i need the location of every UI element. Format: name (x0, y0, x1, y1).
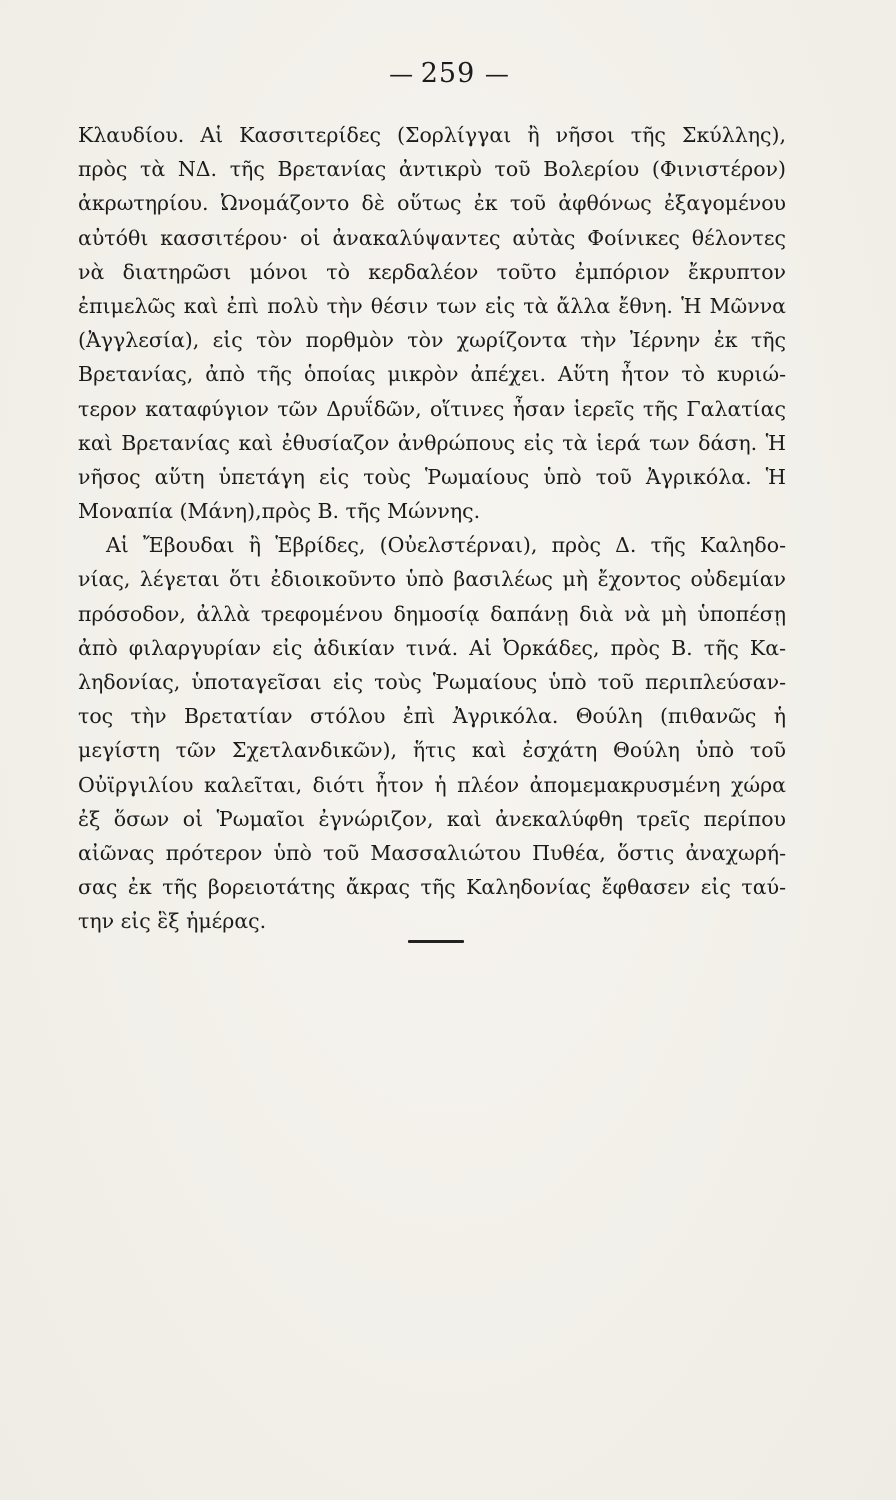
text-line: ληδονίας, ὑποταγεῖσαι εἰς τοὺς Ῥωμαίους ὑπὸ τοῦ περιπλεύσαν- (78, 670, 786, 694)
text-line: πρὸς τὰ ΝΔ. τῆς Βρετανίας ἀντικρὺ τοῦ Βολερίου (Φινιστέρον) (78, 157, 786, 182)
page-number: 259 (420, 58, 476, 89)
text-line: μεγίστη τῶν Σχετλανδικῶν), ἥτις καὶ ἐσχάτη Θούλη ὑπὸ τοῦ (78, 738, 786, 763)
text-line: νίας, λέγεται ὅτι ἐδιοικοῦντο ὑπὸ βασιλέως μὴ ἔχοντος οὐδεμίαν (78, 567, 786, 592)
text-line: πρόσοδον, ἀλλὰ τρεφομένου δημοσίᾳ δαπάνῃ διὰ νὰ μὴ ὑποπέσῃ (78, 601, 786, 626)
text-line: νῆσος αὕτη ὑπετάγη εἰς τοὺς Ῥωμαίους ὑπὸ τοῦ Ἀγρικόλα. Ἡ (78, 464, 786, 489)
section-divider (408, 940, 464, 943)
header-dash-left: — (389, 60, 412, 88)
text-line: Αἱ Ἔβουδαι ἢ Ἑβρίδες, (Οὐελστέρναι), πρὸς Δ. τῆς Καληδο- (106, 533, 786, 558)
text-line: Κλαυδίου. Αἱ Κασσιτερίδες (Σορλίγγαι ἢ νῆσοι τῆς Σκύλλης), (78, 123, 786, 147)
text-line: την εἰς ἓξ ἡμέρας. (78, 909, 267, 934)
text-line: ἐπιμελῶς καὶ ἐπὶ πολὺ τὴν θέσιν των εἰς τὰ ἄλλα ἔθνη. Ἡ Μῶννα (78, 293, 786, 318)
text-line: αἰῶνας πρότερον ὑπὸ τοῦ Μασσαλιώτου Πυθέα, ὅστις ἀναχωρή- (78, 840, 786, 865)
text-line: Βρετανίας, ἀπὸ τῆς ὁποίας μικρὸν ἀπέχει. Αὕτη ἦτον τὸ κυριώ- (78, 362, 786, 387)
text-line: νὰ διατηρῶσι μόνοι τὸ κερδαλέον τοῦτο ἐμπόριον ἔκρυπτον (78, 259, 786, 284)
text-line: ἀκρωτηρίου. Ὠνομάζοντο δὲ οὕτως ἐκ τοῦ ἀφθόνως ἐξαγομένου (78, 191, 786, 216)
text-line: ἀπὸ φιλαργυρίαν εἰς ἀδικίαν τινά. Αἱ Ὀρκάδες, πρὸς Β. τῆς Κα- (78, 635, 786, 660)
text-line: τος τὴν Βρετατίαν στόλου ἐπὶ Ἀγρικόλα. Θούλη (πιθανῶς ἡ (78, 704, 786, 729)
text-line: τερον καταφύγιον τῶν Δρυΐδῶν, οἵτινες ἦσαν ἱερεῖς τῆς Γαλατίας (78, 396, 786, 421)
text-line: Οὐϊργιλίου καλεῖται, διότι ἦτον ἡ πλέον ἀπομεμακρυσμένη χώρα (78, 772, 786, 797)
text-line: καὶ Βρετανίας καὶ ἐθυσίαζον ἀνθρώπους εἰς τὰ ἱερά των δάση. Ἡ (78, 430, 786, 455)
text-line: Μοναπία (Μάνη),πρὸς Β. τῆς Μώννης. (78, 499, 481, 524)
page-header (0, 58, 896, 89)
text-line: (Ἀγγλεσία), εἰς τὸν πορθμὸν τὸν χωρίζοντα τὴν Ἰέρνην ἐκ τῆς (78, 328, 786, 353)
text-line: σας ἐκ τῆς βορειοτάτης ἄκρας τῆς Καληδονίας ἔφθασεν εἰς ταύ- (78, 875, 786, 900)
text-line: αὐτόθι κασσιτέρου· οἱ ἀνακαλύψαντες αὐτὰς Φοίνικες θέλοντες (78, 225, 786, 250)
body-text (78, 118, 786, 939)
text-line: ἐξ ὅσων οἱ Ῥωμαῖοι ἐγνώριζον, καὶ ἀνεκαλύφθη τρεῖς περίπου (78, 806, 786, 831)
header-dash-right: — (484, 60, 507, 88)
